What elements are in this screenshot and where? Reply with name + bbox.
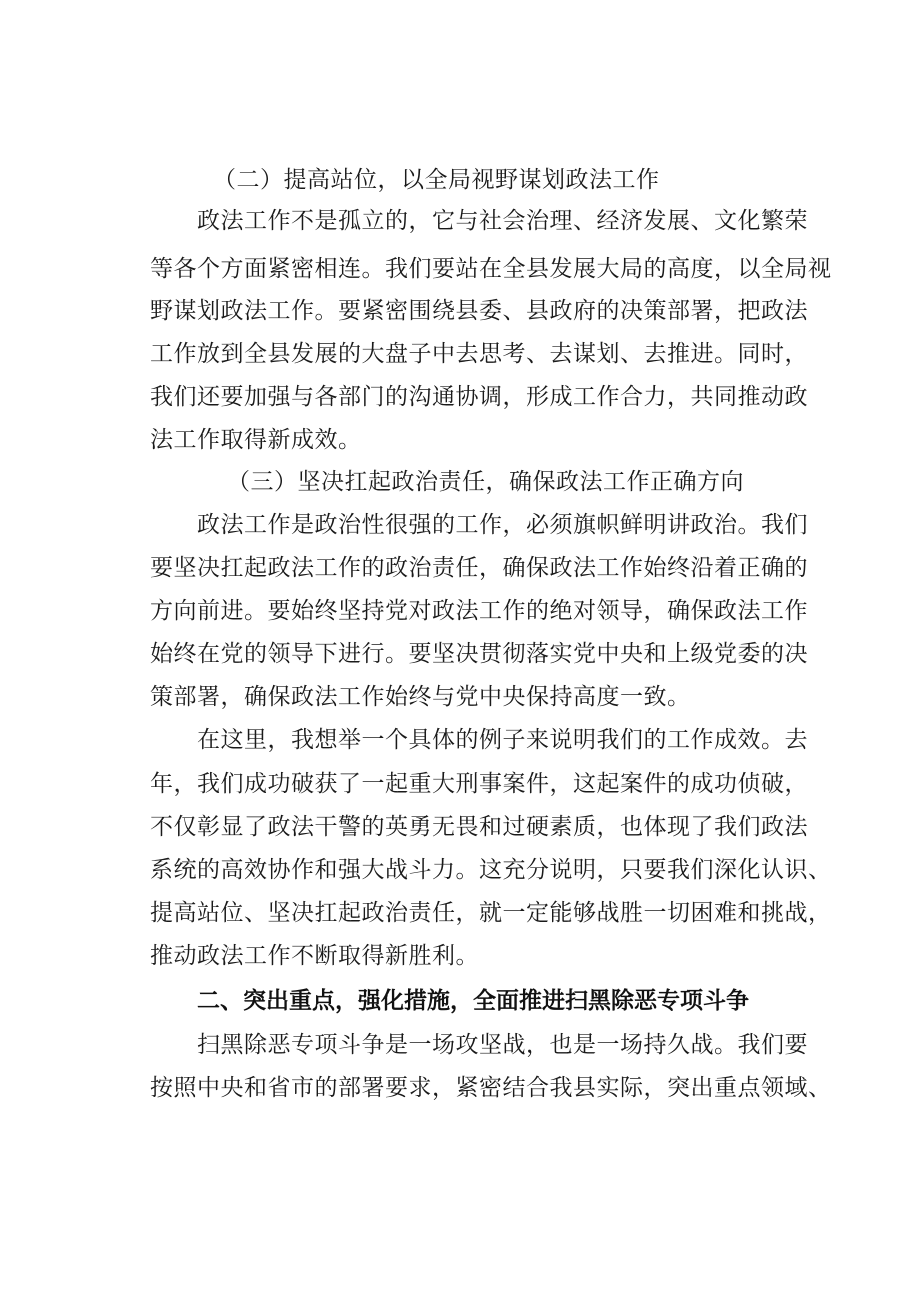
paragraph-line: 在这里，我想举一个具体的例子来说明我们的工作成效。去 <box>197 727 808 753</box>
subheading-2: （二）提高站位，以全局视野谋划政法工作 <box>213 167 660 193</box>
paragraph-line: 推动政法工作不断取得新胜利。 <box>150 943 479 969</box>
paragraph-line: 不仅彰显了政法干警的英勇无畏和过硬素质，也体现了我们政法 <box>150 814 808 840</box>
paragraph-line: 政法工作不是孤立的，它与社会治理、经济发展、文化繁荣 <box>197 208 808 234</box>
paragraph-line: 工作放到全县发展的大盘子中去思考、去谋划、去推进。同时， <box>150 341 808 367</box>
paragraph-line: 我们还要加强与各部门的沟通协调，形成工作合力，共同推动政 <box>150 384 808 410</box>
paragraph-line: 提高站位、坚决扛起政治责任，就一定能够战胜一切困难和挑战， <box>150 900 832 926</box>
paragraph-line: 扫黑除恶专项斗争是一场攻坚战，也是一场持久战。我们要 <box>197 1032 808 1058</box>
paragraph-line: 系统的高效协作和强大战斗力。这充分说明，只要我们深化认识、 <box>150 857 832 883</box>
paragraph-line: 方向前进。要始终坚持党对政法工作的绝对领导，确保政法工作 <box>150 598 808 624</box>
paragraph-line: 等各个方面紧密相连。我们要站在全县发展大局的高度，以全局视 <box>150 256 832 282</box>
paragraph-line: 始终在党的领导下进行。要坚决贯彻落实党中央和上级党委的决 <box>150 641 808 667</box>
paragraph-line: 年，我们成功破获了一起重大刑事案件，这起案件的成功侦破， <box>150 771 808 797</box>
paragraph-line: 策部署，确保政法工作始终与党中央保持高度一致。 <box>150 684 691 710</box>
paragraph-line: 野谋划政法工作。要紧密围绕县委、县政府的决策部署，把政法 <box>150 298 808 324</box>
paragraph-line: 法工作取得新成效。 <box>150 427 362 453</box>
paragraph-line: 政法工作是政治性很强的工作，必须旗帜鲜明讲政治。我们 <box>197 512 808 538</box>
section-heading-2: 二、突出重点，强化措施，全面推进扫黑除恶专项斗争 <box>197 988 749 1014</box>
paragraph-line: 要坚决扛起政法工作的政治责任，确保政法工作始终沿着正确的 <box>150 555 808 581</box>
subheading-3: （三）坚决扛起政治责任，确保政法工作正确方向 <box>227 469 744 495</box>
paragraph-line: 按照中央和省市的部署要求，紧密结合我县实际，突出重点领域、 <box>150 1075 832 1101</box>
